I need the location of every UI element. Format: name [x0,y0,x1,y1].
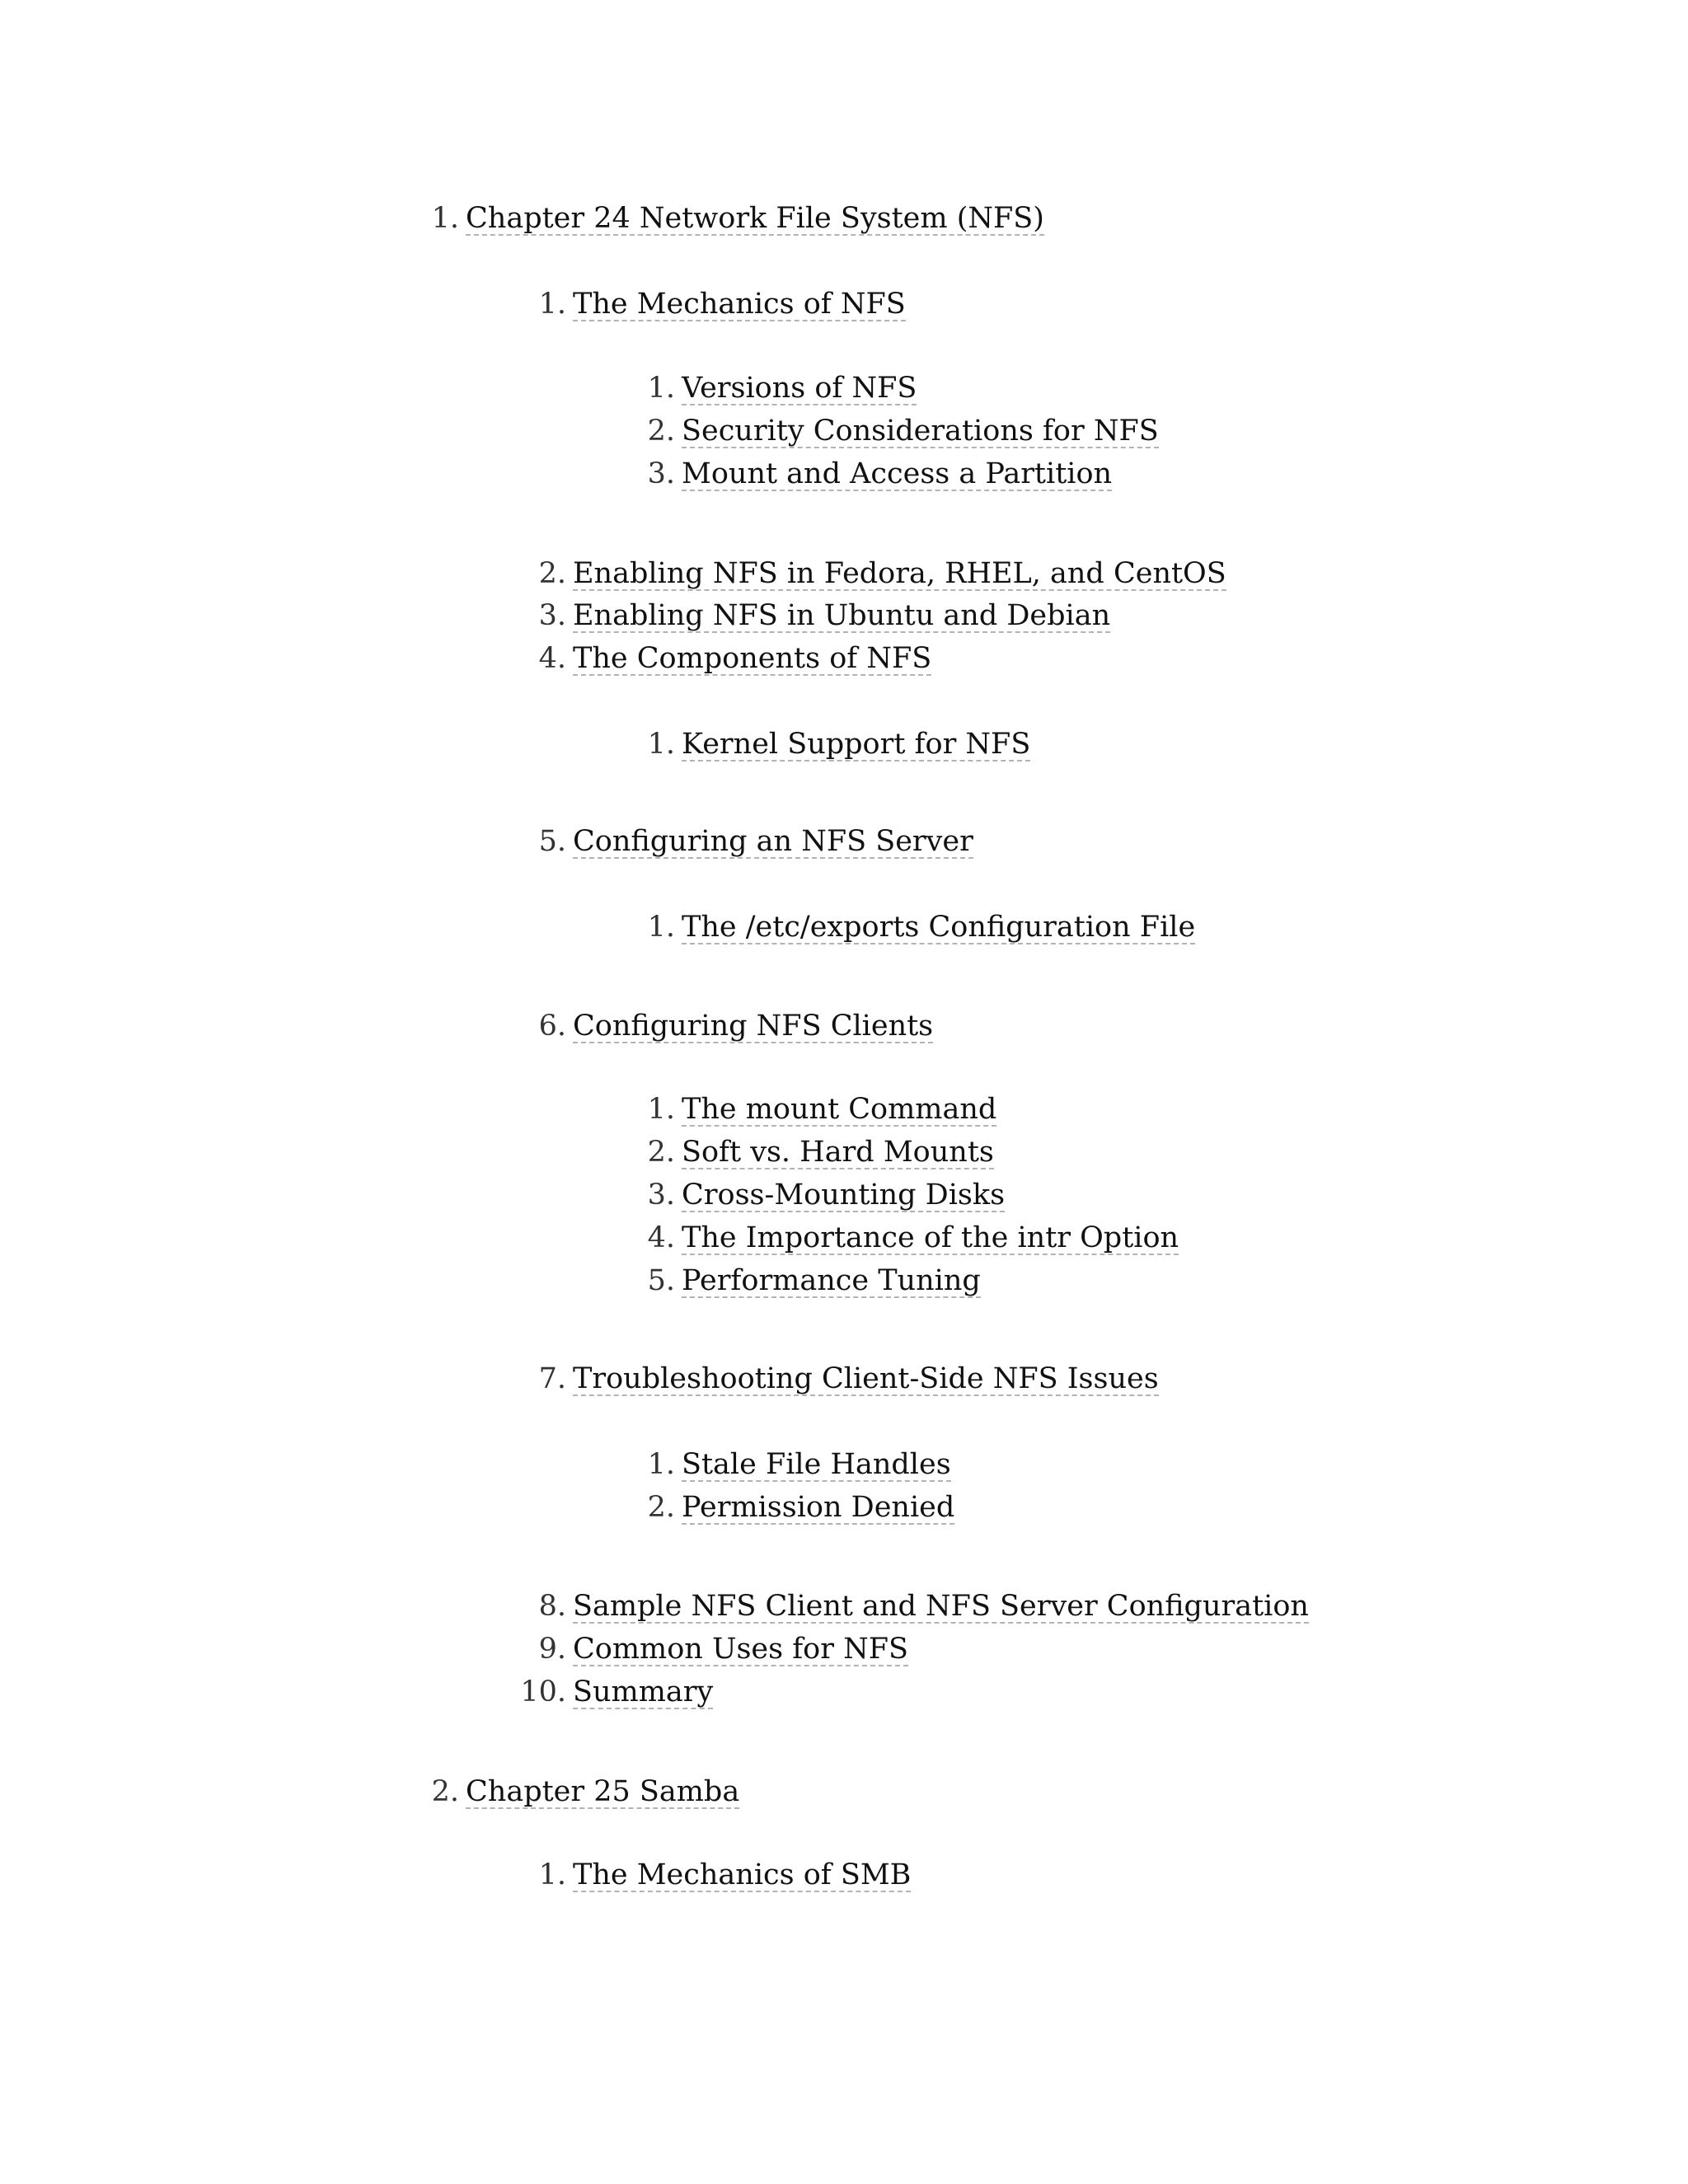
toc-entry-number: 1. [538,1858,566,1891]
toc-entry-link[interactable]: Performance Tuning [682,1264,981,1297]
toc-entry-number: 2. [647,415,675,448]
toc-entry-number: 5. [647,1264,675,1297]
toc-entry [647,372,917,406]
toc-entry-number: 9. [538,1633,566,1666]
toc-entry-number: 7. [538,1362,566,1395]
toc-entry [647,1491,955,1526]
toc-entry [538,1590,1309,1624]
toc-entry-link[interactable]: The mount Command [682,1093,997,1126]
toc-entry-link[interactable]: Mount and Access a Partition [682,457,1113,490]
toc-entry-link[interactable]: Troubleshooting Client-Side NFS Issues [573,1362,1159,1395]
toc-entry-link[interactable]: Sample NFS Client and NFS Server Configuration [573,1590,1309,1623]
toc-entry [538,642,932,677]
toc-entry-number: 1. [538,288,566,321]
toc-entry [647,1264,981,1299]
toc-entry [647,728,1031,762]
toc-entry-link[interactable]: Common Uses for NFS [573,1633,908,1666]
toc-entry-link[interactable]: Summary [573,1675,714,1708]
toc-entry-number: 2. [431,1775,459,1808]
toc-entry-link[interactable]: The Importance of the intr Option [682,1221,1179,1254]
toc-entry-number: 3. [647,457,675,490]
toc-entry-number: 3. [538,599,566,632]
toc-entry [647,1448,951,1483]
toc-entry-number: 1. [647,728,675,761]
toc-entry-link[interactable]: Permission Denied [682,1491,955,1524]
toc-entry-link[interactable]: The Mechanics of SMB [573,1858,912,1891]
toc-entry-number: 10. [520,1675,566,1708]
toc-entry [647,415,1159,449]
toc-entry-number: 4. [647,1221,675,1254]
toc-entry-number: 1. [647,1448,675,1481]
toc-entry [538,557,1226,592]
toc-entry-link[interactable]: Versions of NFS [682,372,917,405]
toc-entry [538,1858,912,1893]
toc-entry [520,1675,714,1710]
toc-entry-number: 8. [538,1590,566,1623]
toc-entry-link[interactable]: The Mechanics of NFS [573,288,906,321]
toc-entry-link[interactable]: The /etc/exports Configuration File [682,911,1196,944]
toc-entry-number: 1. [647,1093,675,1126]
toc-entry [431,202,1044,237]
toc-entry-number: 2. [647,1491,675,1524]
toc-entry-link[interactable]: Enabling NFS in Fedora, RHEL, and CentOS [573,557,1226,590]
toc-entry-number: 6. [538,1010,566,1043]
toc-entry [647,1179,1006,1213]
toc-entry [431,1775,740,1810]
toc-entry-number: 1. [431,202,459,235]
toc-entry-number: 1. [647,372,675,405]
toc-entry-link[interactable]: Enabling NFS in Ubuntu and Debian [573,599,1111,632]
toc-entry-link[interactable]: Chapter 25 Samba [466,1775,740,1808]
toc-entry-number: 2. [538,557,566,590]
toc-entry-number: 3. [647,1179,675,1212]
toc-entry [647,911,1196,945]
toc-entry [538,1633,908,1667]
toc-entry [647,1093,997,1127]
toc-entry-number: 4. [538,642,566,675]
toc-entry [538,1010,934,1044]
toc-entry-number: 2. [647,1136,675,1169]
toc-entry-link[interactable]: The Components of NFS [573,642,932,675]
toc-entry-link[interactable]: Configuring an NFS Server [573,825,973,858]
toc-entry [538,599,1111,634]
toc-entry-number: 5. [538,825,566,858]
toc-entry-link[interactable]: Soft vs. Hard Mounts [682,1136,994,1169]
toc-entry-number: 1. [647,911,675,944]
toc-entry-link[interactable]: Configuring NFS Clients [573,1010,934,1043]
toc-entry [647,457,1113,492]
toc-entry-link[interactable]: Stale File Handles [682,1448,951,1481]
toc-entry [538,825,973,860]
toc-entry [538,1362,1159,1397]
toc-entry-link[interactable]: Kernel Support for NFS [682,728,1031,761]
toc-entry [647,1221,1179,1256]
toc-entry [538,288,906,322]
toc-entry-link[interactable]: Chapter 24 Network File System (NFS) [466,202,1044,235]
toc-entry-link[interactable]: Security Considerations for NFS [682,415,1159,448]
toc-entry-link[interactable]: Cross-Mounting Disks [682,1179,1006,1212]
toc-entry [647,1136,994,1170]
